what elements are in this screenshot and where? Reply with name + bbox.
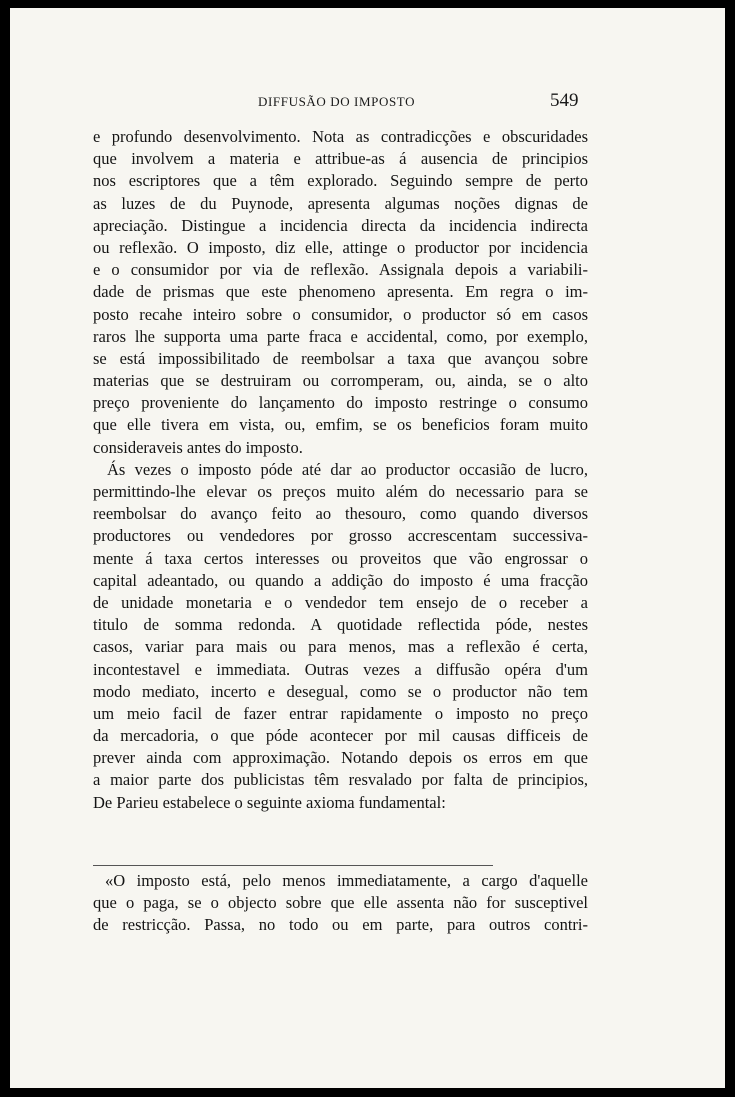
text-line: De Parieu estabelece o seguinte axioma fundamental: (93, 792, 446, 812)
page-header (10, 90, 725, 114)
text-line: nos escriptores que a têm explorado. Seguindo sempre de perto (93, 171, 588, 191)
text-line: raros lhe supporta uma parte fraca e accidental, como, por exemplo, (93, 326, 588, 346)
book-page (10, 8, 725, 1088)
text-line: as luzes de du Puynode, apresenta algumas noções dignas de (93, 193, 588, 213)
text-line: incontestavel e immediata. Outras vezes a diffusão opéra d'um (93, 659, 588, 679)
quote-block (93, 870, 588, 937)
page-number: 549 (550, 90, 579, 111)
text-line: que elle tivera em vista, ou, emfim, se os beneficios foram muito (93, 415, 588, 435)
text-line: reembolsar do avanço feito ao thesouro, como quando diversos (93, 504, 588, 524)
text-line: casos, variar para mais ou para menos, mas a reflexão é certa, (93, 637, 588, 657)
text-line: prever ainda com approximação. Notando depois os erros em que (93, 748, 588, 768)
text-line: modo mediato, incerto e desegual, como se o productor não tem (93, 681, 588, 701)
text-line: a maior parte dos publicistas têm resvalado por falta de principios, (93, 770, 588, 790)
text-line: apreciação. Distingue a incidencia directa da incidencia indirecta (93, 215, 588, 235)
text-line: que involvem a materia e attribue-as á ausencia de principios (93, 149, 588, 169)
text-line: posto recahe inteiro sobre o consumidor, o productor só em casos (93, 304, 588, 324)
quote-line: «O imposto está, pelo menos immediatamente, a cargo d'aquelle (105, 871, 588, 890)
text-line: titulo de somma redonda. A quotidade reflectida póde, nestes (93, 615, 588, 635)
text-line: um meio facil de fazer entrar rapidamente o imposto no preço (93, 703, 588, 723)
text-line: dade de prismas que este phenomeno apresenta. Em regra o im- (93, 282, 588, 302)
text-line: ou reflexão. O imposto, diz elle, attinge o productor por incidencia (93, 237, 588, 257)
text-line: capital adeantado, ou quando a addição do imposto é uma fracção (93, 570, 588, 590)
text-line: permittindo-lhe elevar os preços muito além do necessario para se (93, 482, 588, 501)
text-line: e profundo desenvolvimento. Nota as contradicções e obscuridades (93, 127, 588, 146)
text-line: consideraveis antes do imposto. (93, 437, 303, 457)
text-line: mente á taxa certos interesses ou proveitos que vão engrossar o (93, 548, 588, 568)
body-text (93, 126, 588, 814)
text-line: preço proveniente do lançamento do imposto restringe o consumo (93, 393, 588, 413)
quote-line: de restricção. Passa, no todo ou em parte, para outros contri- (93, 915, 588, 935)
text-line: se está impossibilitado de reembolsar a taxa que avançou sobre (93, 348, 588, 368)
text-line: productores ou vendedores por grosso accrescentam successiva- (93, 526, 588, 546)
running-title: DIFFUSÃO DO IMPOSTO (258, 94, 416, 109)
divider-rule (93, 865, 493, 866)
text-line: Ás vezes o imposto póde até dar ao productor occasião de lucro, (107, 459, 588, 479)
text-line: da mercadoria, o que póde acontecer por mil causas difficeis de (93, 726, 588, 746)
quote-line: que o paga, se o objecto sobre que elle assenta não for susceptivel (93, 893, 588, 913)
text-line: materias que se destruiram ou corromperam, ou, ainda, se o alto (93, 371, 588, 391)
text-line: e o consumidor por via de reflexão. Assignala depois a variabili- (93, 260, 588, 280)
text-line: de unidade monetaria e o vendedor tem ensejo de o receber a (93, 592, 588, 612)
